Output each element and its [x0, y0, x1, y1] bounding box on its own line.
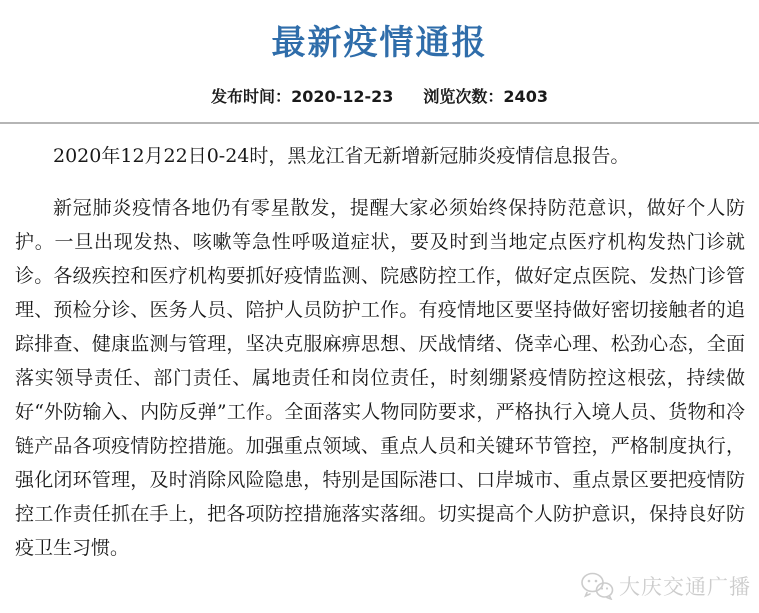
article-body — [0, 124, 759, 565]
article-paragraph: 新冠肺炎疫情各地仍有零星散发，提醒大家必须始终保持防范意识，做好个人防护。一旦出现发热、咳嗽等急性呼吸道症状，要及时到当地定点医疗机构发热门诊就诊。各级疾控和医疗机构要抓好疫情监测、院感防控工作，做好定点医院、发热门诊管理、预检分诊、医务人员、陪护人员防护工作。有疫情地区要坚持做好密切接触者的追踪排查、健康监测与管理，坚决克服麻痹思想、厌战情绪、侥幸心理、松劲心态，全面落实领导责任、部门责任、属地责任和岗位责任，时刻绷紧疫情防控这根弦，持续做好“外防输入、内防反弹”工作。全面落实人物同防要求，严格执行入境人员、货物和冷链产品各项疫情防控措施。加强重点领域、重点人员和关键环节管控，严格制度执行，强化闭环管理，及时消除风险隐患，特别是国际港口、口岸城市、重点景区要把疫情防控工作责任抓在手上，把各项防控措施落实落细。切实提高个人防护意识，保持良好防疫卫生习惯。 — [15, 197, 745, 559]
meta-line — [0, 84, 759, 107]
watermark-label: 大庆交通广播 — [619, 575, 751, 599]
view-count-value: 2403 — [503, 87, 548, 106]
view-count-label: 浏览次数： — [423, 87, 504, 106]
publish-time-value: 2020-12-23 — [291, 87, 394, 106]
watermark — [580, 571, 751, 601]
article-paragraph: 2020年12月22日0-24时，黑龙江省无新增新冠肺炎疫情信息报告。 — [53, 145, 630, 167]
page-title: 最新疫情通报 — [271, 23, 488, 63]
publish-time-label: 发布时间： — [211, 87, 292, 106]
publish-time — [211, 87, 393, 106]
wechat-icon — [580, 572, 614, 600]
view-count — [423, 87, 548, 106]
